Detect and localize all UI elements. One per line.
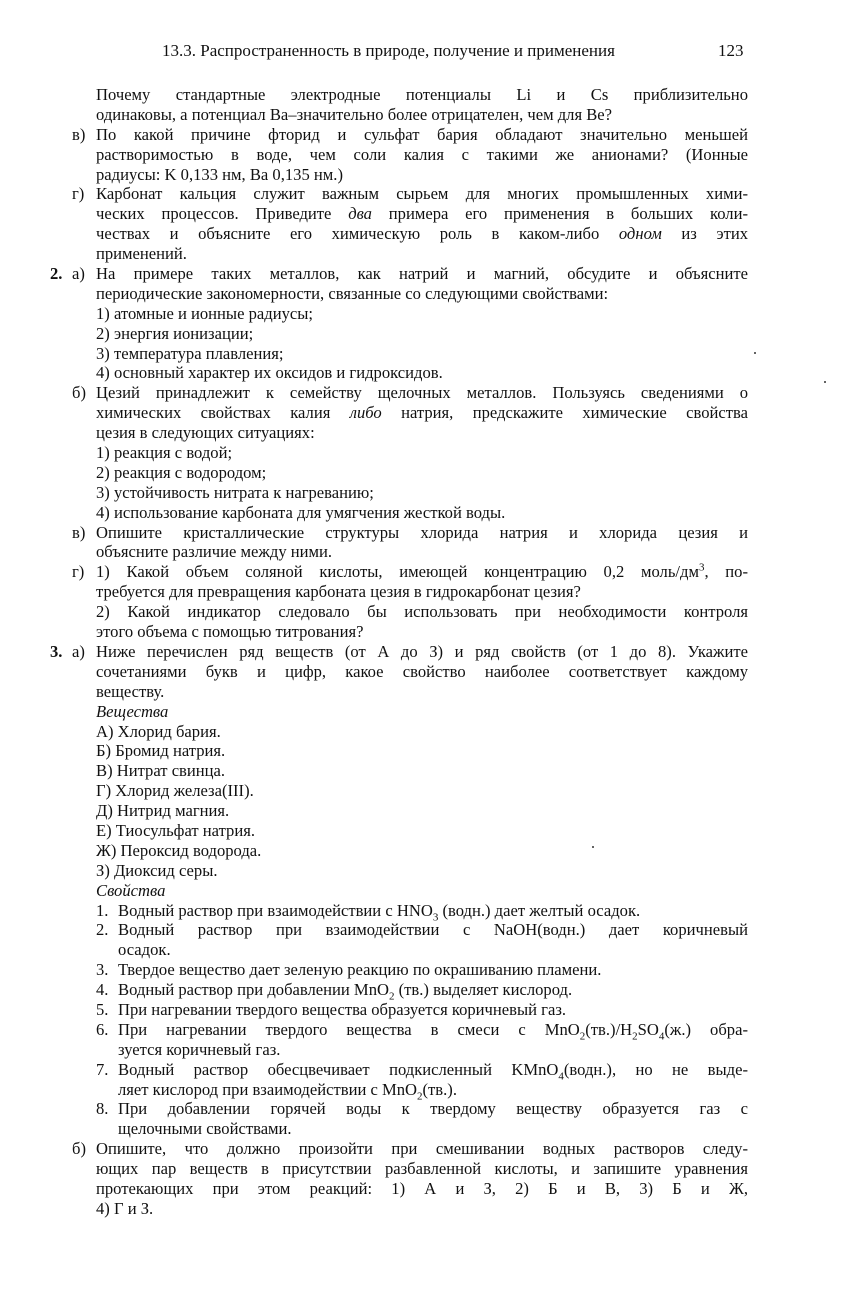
property-line: осадок.	[118, 940, 171, 960]
substance-item: Б) Бромид натрия.	[96, 741, 226, 761]
q1-v-line: радиусы: K 0,133 нм, Ba 0,135 нм.)	[96, 164, 343, 184]
property-number: 2.	[96, 920, 109, 940]
substance-item: Д) Нитрид магния.	[96, 801, 230, 821]
q3-b-line: ющих пар веществ в присутствии разбавленной кислоты, и запишите уравнения	[96, 1159, 748, 1179]
q2-b-item: 2) реакция с водородом;	[96, 462, 267, 482]
property-line: Водный раствор при взаимодействии с $HNO_3$ (водн.) дает желтый осадок.	[118, 900, 641, 923]
q2-b-line: цезия в следующих ситуациях:	[96, 423, 315, 443]
substance-item: Г) Хлорид железа(III).	[96, 781, 254, 801]
scan-speck	[592, 846, 594, 848]
q1-b-line: одинаковы, а потенциал Ba–значительно более отрицателен, чем для Be?	[96, 104, 613, 124]
q2-v-marker: в)	[72, 522, 86, 542]
q2-a-line: На примере таких металлов, как натрий и магний, обсудите и объясните	[96, 264, 748, 284]
q2-a-item: 1) атомные и ионные радиусы;	[96, 303, 313, 323]
q1-v-line: По какой причине фторид и сульфат бария обладают значительно меньшей	[96, 124, 748, 144]
substances-heading: Вещества	[96, 701, 169, 721]
q2-g-line: требуется для превращения карбоната цезия в гидрокарбонат цезия?	[96, 582, 581, 602]
q2-b-item: 4) использование карбоната для умягчения жесткой воды.	[96, 502, 506, 522]
substance-item: В) Нитрат свинца.	[96, 761, 226, 781]
q1-v-line: растворимостью в воде, чем соли калия с такими же анионами? (Ионные	[96, 144, 748, 164]
property-line: При добавлении горячей воды к твердому веществу образуется газ с	[118, 1099, 748, 1119]
q2-b-item: 1) реакция с водой;	[96, 443, 233, 463]
property-number: 4.	[96, 980, 109, 1000]
q3-a-line: сочетаниями букв и цифр, какое свойство наиболее соответствует каждому	[96, 661, 748, 681]
q3-b-line: протекающих при этом реакций: 1) А и З, 2) Б и В, 3) Б и Ж,	[96, 1178, 748, 1198]
q2-v-line: Опишите кристаллические структуры хлорида натрия и хлорида цезия и	[96, 522, 748, 542]
q1-g-line: чествах и объясните его химическую роль в каком-либо одном из этих	[96, 224, 748, 244]
scan-speck	[824, 381, 826, 383]
q2-a-item: 4) основный характер их оксидов и гидроксидов.	[96, 363, 443, 383]
q2-g-line: этого объема с помощью титрования?	[96, 622, 364, 642]
q1-v-marker: в)	[72, 124, 86, 144]
substance-item: Е) Тиосульфат натрия.	[96, 820, 256, 840]
property-number: 5.	[96, 999, 109, 1019]
property-number: 3.	[96, 960, 109, 980]
q2-g-line: 1) Какой объем соляной кислоты, имеющей концентрацию 0,2 моль/$дм^3$, по-	[96, 561, 748, 582]
scan-speck	[754, 352, 756, 354]
q3-a-marker: а)	[72, 641, 85, 661]
q1-b-line: Почему стандартные электродные потенциалы Li и Cs приблизительно	[96, 85, 748, 104]
q2-b-line: химических свойствах калия либо натрия, предскажите химические свойства	[96, 403, 748, 423]
q2-b-item: 3) устойчивость нитрата к нагреванию;	[96, 482, 374, 502]
q1-g-line: ческих процессов. Приведите два примера его применения в больших коли-	[96, 204, 748, 224]
substance-item: А) Хлорид бария.	[96, 721, 221, 741]
page-body	[0, 85, 848, 1219]
q3-b-marker: б)	[72, 1139, 86, 1159]
property-line: Твердое вещество дает зеленую реакцию по окрашиванию пламени.	[118, 960, 602, 980]
q1-g-marker: г)	[72, 184, 85, 204]
property-number: 1.	[96, 900, 109, 920]
q3-b-line: Опишите, что должно произойти при смешивании водных растворов следу-	[96, 1139, 748, 1159]
substance-item: Ж) Пероксид водорода.	[96, 840, 262, 860]
property-number: 6.	[96, 1019, 109, 1039]
property-line: зуется коричневый газ.	[118, 1039, 281, 1059]
property-number: 7.	[96, 1059, 109, 1079]
q2-g-marker: г)	[72, 562, 85, 582]
q1-g-line: Карбонат кальция служит важным сырьем для многих промышленных хими-	[96, 184, 748, 204]
q2-a-item: 2) энергия ионизации;	[96, 323, 254, 343]
q3-a-line: Ниже перечислен ряд веществ (от А до З) и ряд свойств (от 1 до 8). Укажите	[96, 641, 748, 661]
q2-g-line: 2) Какой индикатор следовало бы использовать при необходимости контроля	[96, 602, 748, 622]
property-line: Водный раствор обесцвечивает подкисленный KMnO$_4$(водн.), но не выде-	[118, 1059, 749, 1082]
section-title: 13.3. Распространенность в природе, получение и применения	[162, 41, 615, 60]
q3-a-line: веществу.	[96, 681, 165, 701]
q2-a-item: 3) температура плавления;	[96, 343, 284, 363]
running-header	[0, 41, 848, 65]
property-line: ляет кислород при взаимодействии с MnO$_2$(тв.).	[118, 1079, 457, 1102]
substance-item: З) Диоксид серы.	[96, 860, 218, 880]
property-line: При нагревании твердого вещества в смеси с $MnO_2(тв.)/H_2SO_4(ж.)$ обра-	[118, 1019, 748, 1043]
properties-heading: Свойства	[96, 880, 166, 900]
q2-a-marker: а)	[72, 264, 85, 284]
page-number: 123	[718, 41, 744, 60]
q3-b-line: 4) Г и З.	[96, 1198, 154, 1218]
property-number: 8.	[96, 1099, 109, 1119]
property-line: Водный раствор при взаимодействии с NaOH(водн.) дает коричневый	[118, 920, 748, 940]
q2-a-line: периодические закономерности, связанные со следующими свойствами:	[96, 283, 609, 303]
q2-b-marker: б)	[72, 383, 86, 403]
q2-number: 2.	[50, 264, 63, 284]
q3-number: 3.	[50, 641, 63, 661]
q1-g-line: применений.	[96, 244, 187, 264]
q2-v-line: объясните различие между ними.	[96, 542, 333, 562]
property-line: Водный раствор при добавлении MnO$_2$ (тв.) выделяет кислород.	[118, 980, 573, 1003]
q2-b-line: Цезий принадлежит к семейству щелочных металлов. Пользуясь сведениями о	[96, 383, 748, 403]
property-line: щелочными свойствами.	[118, 1119, 292, 1139]
property-line: При нагревании твердого вещества образуется коричневый газ.	[118, 999, 567, 1019]
